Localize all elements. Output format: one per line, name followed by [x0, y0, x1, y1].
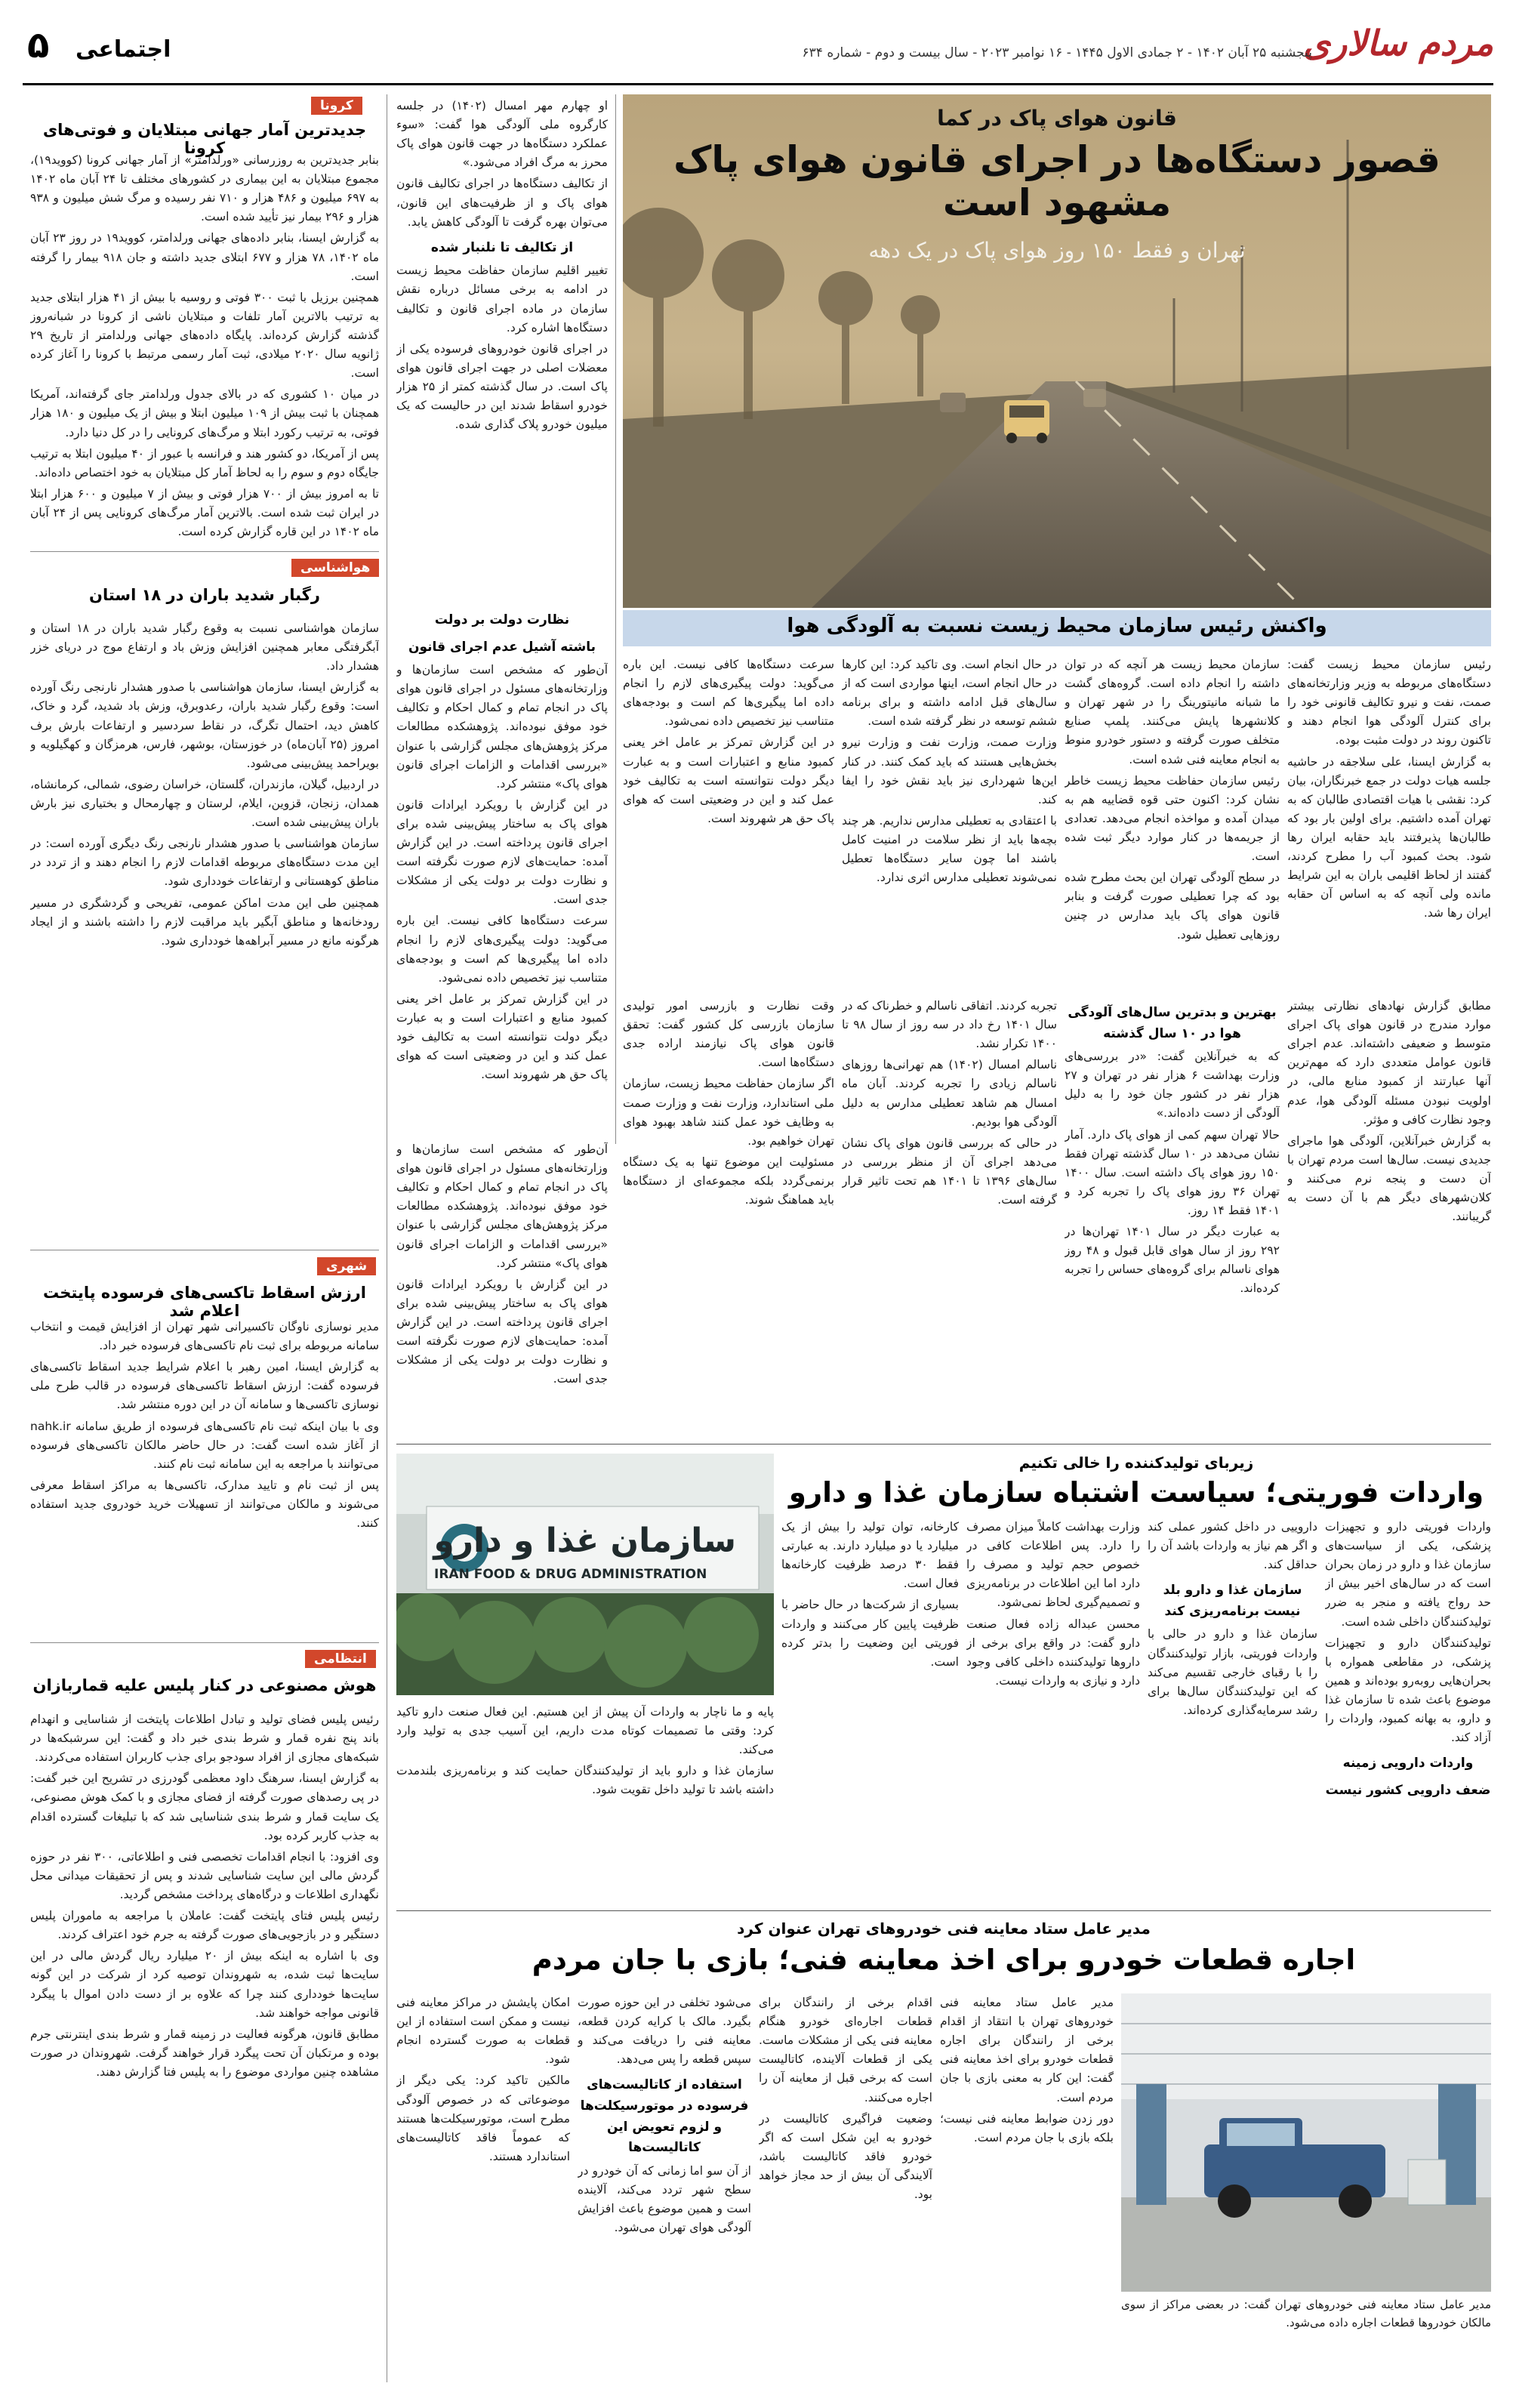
paragraph: سازمان غذا و دارو در حالی با واردات فوریتی، بازار تولیدکنندگان را با رقبای خارجی تقسیم می‌کند که این تولیدکنندگان سال‌ها برای رشد سرمایه‌گذاری کرده‌اند. [1148, 1627, 1317, 1717]
lead2-col2 [1065, 997, 1280, 1435]
taxi-kicker: شهری [317, 1257, 376, 1275]
paragraph: وی با بیان اینکه ثبت نام تاکسی‌های فرسوده از طریق سامانه nahk.ir از آغاز شده است گفت: در حال حاضر مالکان تاکسی‌های فرسوده می‌توانند با مراجعه به این سامانه ثبت نام کنند. [30, 1419, 379, 1471]
lead-subhead: تهران و فقط ۱۵۰ روز هوای پاک در یک دهه [868, 238, 1246, 263]
divider [615, 94, 616, 1144]
paragraph: آن‌طور که مشخص است سازمان‌ها و وزارتخانه‌های مسئول در اجرای قانون هوای پاک در انجام تمام و کمال احکام و تکالیف خود موفق نبوده‌اند. پژوهشکده مطالعات مرکز پژوهش‌های مجلس گزارشی با عنوان «بررسی اقدامات و الزامات اجرای قانون هوای پاک» منتشر کرد. [396, 663, 608, 791]
paragraph: بنابر جدیدترین به روزرسانی «ورلدامتر» از آمار جهانی کرونا (کووید۱۹)، مجموع مبتلایان به این بیماری در کشورهای مختلف تا ۲۴ آبان ماه ۱۴۰۲ به ۶۹۷ میلیون و ۴۸۶ هزار و ۷۱۰ نفر رسیده و مرگ شش میلیون و ۹۳۸ هزار و ۲۹۶ بیمار نیز تأیید شده است. [30, 153, 379, 224]
paragraph: محسن عبداله زاده فعال صنعت دارو گفت: در واقع برای برخی از داروها تولیدکننده داخلی کافی وجود دارد و نیازی به واردات نیست. [966, 1617, 1140, 1688]
subheading: نظارت دولت بر دولت [434, 612, 570, 627]
lead-col3b [623, 655, 834, 988]
paragraph: که به خبرآنلاین گفت: «در بررسی‌های وزارت بهداشت ۶ هزار نفر در تهران و ۲۷ هزار نفر در کشور جان خود را به دلیل آلودگی از دست داده‌اند.» [1065, 1050, 1280, 1121]
paragraph: سازمان هواشناسی با صدور هشدار نارنجی رنگ دیگری آورده است: در این مدت دستگاه‌های مربوطه اقدامات لازم را انجام دهند و از تردد در مناطق کوهستانی و ارتفاعات خودداری شود. [30, 837, 379, 889]
lead2-col1 [1287, 997, 1491, 1435]
lead-col3 [842, 655, 1057, 988]
cars-col2 [759, 1993, 932, 2363]
paragraph: به گزارش ایسنا، علی سلاجقه در حاشیه جلسه هیات دولت در جمع خبرنگاران، بیان کرد: نقشی با هیات اقتصادی طالبان که به تهران آمده داشتیم. برای اولین بار بود که طالبان‌ها پذیرفتند باید حقابه ایران رها شود. بحث کمبود آب را مطرح کردند، گفتند از لحاظ اقلیمی باران به این شرایط مانده ولی آنچه که به اساس آن حقابه ایران رها شد. [1287, 754, 1491, 920]
photo-sign-text-en: IRAN FOOD & DRUG ADMINISTRATION [434, 1567, 707, 1582]
paragraph: رئیس پلیس فضای تولید و تبادل اطلاعات پایتخت از شناسایی و انهدام باند پنج نفره قمار و شرط بندی خبر داد و گفت: این سرشبکه‌ها در شبکه‌های مجازی از افراد سودجو برای جذب کاربران استفاده می‌کردند. [30, 1713, 379, 1765]
col5-lower [396, 1140, 608, 1435]
photo-sign-text: سازمان غذا و دارو [433, 1522, 736, 1560]
paragraph: تغییر اقلیم سازمان حفاظت محیط زیست در ادامه به برخی مسائل درباره نقش سازمان در ماده اجرای قانون و تکالیف دستگاه‌ها اشاره کرد. [396, 264, 608, 335]
paragraph: در سطح آلودگی تهران این بحث مطرح شده بود که چرا تعطیلی صورت گرفت و بنابر قانون هوای پاک باید مدارس در چنین روزهایی تعطیل شود. [1065, 871, 1280, 942]
taxi-headline: ارزش اسقاط تاکسی‌های فرسوده پایتخت اعلام شد [43, 1284, 366, 1320]
paragraph: مدیر نوسازی ناوگان تاکسیرانی شهر تهران از افزایش قیمت و انتخاب سامانه مربوطه برای ثبت نام تاکسی‌های فرسوده خبر داد. [30, 1320, 379, 1353]
paragraph: اگر سازمان حفاظت محیط زیست، سازمان ملی استاندارد، وزارت نفت و وزارت صمت به وظایف خود عمل کنند شاهد بهبود هوای تهران خواهیم بود. [623, 1077, 834, 1148]
paragraph: از تکالیف دستگاه‌ها در اجرای تکالیف قانون هوای پاک و از ظرفیت‌های این قانون، می‌توان بهره گرفت تا آلودگی کاهش یابد. [396, 177, 608, 229]
paragraph: کارخانه، توان تولید را بیش از یک میلیارد یا دو میلیارد دارند. به عبارتی فقط ۳۰ درصد ظرفیت کارخانه‌ها فعال است. [781, 1520, 959, 1591]
paragraph: سرعت دستگاه‌ها کافی نیست. این باره می‌گوید: دولت پیگیری‌های لازم را انجام داده اما پیگیری‌ها کم است و بودجه‌های متناسب نیز تخصیص داده نمی‌شود. [623, 658, 834, 729]
lead-col1 [1287, 655, 1491, 988]
paragraph: تا به امروز بیش از ۷۰۰ هزار فوتی و بیش از ۷ میلیون و ۶۰۰ هزار ابتلا در ایران ثبت شده است. بالاترین آمار مرگ‌های کرونایی پس از ۲۴ آبان ماه ۱۴۰۲ در این قاره گزارش کرده است. [30, 486, 379, 539]
paragraph: پس از آمریکا، دو کشور هند و فرانسه با عبور از ۴۰ میلیون ابتلا به ترتیب جایگاه دوم و سوم را به لحاظ آمار کل مبتلایان به خود اختصاص داده‌اند. [30, 446, 379, 479]
police-headline: هوش مصنوعی در کنار پلیس علیه قماربازان [32, 1676, 377, 1694]
cars-headline: اجاره قطعات خودرو برای اخذ معاینه فنی؛ بازی با جان مردم [532, 1944, 1356, 1976]
paragraph: واردات فوریتی دارو و تجهیزات پزشکی، یکی از سیاست‌های سازمان غذا و دارو در زمان بحران است که در سال‌های اخیر بیش از حد رواج یافته و منجر به ضرر تولیدکنندگان داخلی شده است. [1325, 1520, 1491, 1629]
masthead-dateline: پنجشنبه ۲۵ آبان ۱۴۰۲ - ۲ جمادی الاول ۱۴۴۵ - ۱۶ نوامبر ۲۰۲۳ - سال بیست و دوم - شماره ۶۳۴ [802, 45, 1312, 60]
police-kicker: انتظامی [305, 1650, 376, 1668]
paragraph: به گزارش ایسنا، سرهنگ داود معظمی گودرزی در تشریح این خبر گفت: در پی رصدهای صورت گرفته از فضای مجازی و با کمک هوش مصنوعی، یک سایت قمار و شرط بندی شناسایی شد که با تبلیغات گسترده اقدام به جذب کاربر کرده بود. [30, 1771, 379, 1842]
food-col4 [781, 1518, 959, 1903]
cars-caption: مدیر عامل ستاد معاینه فنی خودروهای تهران گفت: در بعضی مراکز از سوی مالکان خودروها قطعات اجاره داده می‌شود. [1121, 2298, 1491, 2330]
corona-kicker: کرونا [311, 97, 362, 115]
paragraph: از آن سو اما زمانی که آن خودرو در سطح شهر تردد می‌کند، آلاینده است و همین موضوع باعث افزایش آلودگی هوای تهران می‌شود. [578, 2163, 751, 2234]
paragraph: به گزارش ایسنا، امین رهبر با اعلام شرایط جدید اسقاط تاکسی‌های فرسوده گفت: ارزش اسقاط تاکسی‌های فرسوده در قالب طرح ملی نوسازی تاکسی‌ها و سامانه آن در این دوره منتشر شد. [30, 1360, 379, 1412]
box-title: بهترین و بدترین سال‌های آلودگی هوا در ۱۰ سال گذشته [1068, 1005, 1277, 1041]
food-drug-headline: واردات فوریتی؛ سیاست اشتباه سازمان غذا و دارو [788, 1476, 1484, 1509]
paragraph: در این گزارش با رویکرد ایرادات قانون هوای پاک به ساختار پیش‌بینی شده برای اجرای قانون پرداخته است. در این گزارش آمده: حمایت‌های لازم صورت نگرفته است و نظارت دولت بر دولت یکی از مشکلات جدی است. [396, 1277, 608, 1386]
food-drug-kicker: زیربای تولیدکننده را خالی تکنیم [1018, 1454, 1254, 1472]
lead-col4 [396, 97, 608, 595]
paragraph: اقدام برخی از رانندگان برای قطعات اجاره‌ای خودرو هنگام معاینه فنی یکی از مشکلات ماست. یکی از قطعات آلاینده، کاتالیست است که برخی قبل از معاینه آن را اجاره می‌کنند. [759, 1996, 932, 2104]
masthead [23, 23, 1493, 91]
reaction-title: واکنش رئیس سازمان محیط زیست نسبت به آلودگی هوا [787, 615, 1327, 637]
weather-body [30, 619, 379, 1246]
inspection-center-image [1121, 1993, 1491, 2292]
subheading: واردات دارویی زمینه [1342, 1756, 1474, 1771]
food-col3 [966, 1518, 1140, 1903]
paragraph: به عبارت دیگر در سال ۱۴۰۱ تهران‌ها در ۲۹۲ روز از سال هوای قابل قبول و ۴۸ روز هوای ناسالم برای گروه‌های حساس را تجربه کرده‌اند. [1065, 1225, 1280, 1296]
paragraph: دور زدن ضوابط معاینه فنی نیست؛ بلکه بازی با جان مردم است. [940, 2111, 1114, 2144]
paragraph: سازمان محیط زیست هر آنچه که در توان داشته را انجام داده است. گروه‌های گشت ما شبانه مانیتورینگ را در شهر تهران و کلانشهرها پایش می‌کنند. پلمپ صنایع متخلف صورت گرفته و دستور خودرو منوط به انجام معاینه فنی شده است. [1065, 658, 1280, 766]
paragraph: آن‌طور که مشخص است سازمان‌ها و وزارتخانه‌های مسئول در اجرای قانون هوای پاک در انجام تمام و کمال احکام و تکالیف خود موفق نبوده‌اند. پژوهشکده مطالعات مرکز پژوهش‌های مجلس گزارشی با عنوان «بررسی اقدامات و الزامات اجرای قانون هوای پاک» منتشر کرد. [396, 1142, 608, 1270]
col5-body [396, 604, 608, 1133]
paragraph: به گزارش خبرآنلاین، آلودگی هوا ماجرای جدیدی نیست. سال‌ها است مردم تهران با آن دست و پنجه نرم می‌کنند و کلان‌شهرهای دیگر هم با آن دست به گریبانند. [1287, 1133, 1491, 1224]
food-col2 [1148, 1518, 1317, 1903]
paragraph: سازمان غذا و دارو باید از تولیدکنندگان حمایت کند و برنامه‌ریزی بلندمدت داشته باشد تا تولید داخل تقویت شود. [396, 1764, 774, 1797]
food-col1 [1325, 1518, 1491, 1903]
paragraph: وقت نظارت و بازرسی امور توليدی سازمان بازرسی کل کشور گفت: تحقق قانون هوای پاک نیازمند اراده جدی دستگاه‌ها است. [623, 999, 834, 1070]
paragraph: پایه و ما ناچار به واردات آن پیش از این هستیم. این فعال صنعت دارو تاکید کرد: وقتی ما تصمیمات کوتاه مدت داریم، این آسیب جدی به تولید وارد می‌کند. [396, 1705, 774, 1757]
paragraph: وی افزود: با انجام اقدامات تخصصی فنی و اطلاعاتی، ۳۰۰ نفر در حوزه گردش مالی این سایت شناسایی شدند و پس از تحقیقات میدانی محل نگهداری اطلاعات و درگاه‌های پرداخت مشخص گردید. [30, 1849, 379, 1901]
paragraph: در میان ۱۰ کشوری که در بالای جدول ورلدامتر جای گرفته‌اند، آمریکا همچنان با ثبت بیش از ۱۰۹ میلیون ابتلا و بیش از یک میلیون و ۱۸۰ هزار فوتی، به ترتیب رکورد ابتلا و مرگ‌های کرونایی را در کل دنیا دارد. [30, 387, 379, 439]
paragraph: مدیر عامل ستاد معاینه فنی خودروهای تهران با انتقاد از اقدام برخی از رانندگان برای اجاره قطعات خودرو برای اخذ معاینه فنی گفت: این کار به معنی بازی با جان مردم است. [940, 1996, 1114, 2104]
paragraph: می‌شود تخلفی در این حوزه صورت بگیرد. مالک با کرایه کردن قطعه، معاینه فنی را دریافت می‌کند و سپس قطعه را پس می‌دهد. [578, 1996, 751, 2067]
cars-col4 [396, 1993, 570, 2363]
paragraph: رئیس سازمان حفاظت محیط زیست خاطر نشان کرد: اکنون حتی قوه قضاییه هم به میدان آمده و مواخذه انجام می‌دهد. تعدادی از جریمه‌ها در کنار موارد دیگر ثبت شده است. [1065, 773, 1280, 864]
paragraph: در این گزارش با رویکرد ایرادات قانون هوای پاک به ساختار پیش‌بینی شده برای اجرای قانون پرداخته است. در این گزارش آمده: حمایت‌های لازم صورت نگرفته است و نظارت دولت بر دولت یکی از مشکلات جدی است. [396, 797, 608, 907]
paragraph: بسیاری از شرکت‌ها در حال حاضر با ظرفیت پایین کار می‌کنند و واردات فوریتی این وضعیت را بدتر کرده است. [781, 1598, 959, 1669]
paragraph: وی با اشاره به اینکه بیش از ۲۰ میلیارد ریال گردش مالی در این سایت‌ها ثبت شده، به شهروندان توصیه کرد از شرکت در این گونه سایت‌ها خودداری کنند چرا که علاوه بر از دست دادن اموال با پیگرد قانونی مواجه خواهند شد. [30, 1949, 379, 2020]
weather-kicker: هواشناسی [291, 559, 379, 577]
paragraph: مطابق قانون، هرگونه فعالیت در زمینه قمار و شرط بندی اینترنتی جرم بوده و مرتکبان آن تحت پیگرد قرار خواهند گرفت. شهروندان در صورت مشاهده چنین مواردی موضوع را به پلیس فتا گزارش دهند. [30, 2027, 379, 2079]
lead-title-block [623, 106, 1491, 263]
paragraph: در حال انجام است. وی تاکید کرد: این کارها در حال انجام است، اینها مواردی است که از سال‌های قبل ادامه داشته و برای برنامه ششم توسعه در نظر گرفته شده است. [842, 658, 1057, 729]
subheading: ضعف دارویی کشور نیست [1325, 1782, 1491, 1798]
subheading: از تکالیف تا نلنبار شده [430, 239, 574, 255]
paragraph: مالکین تاکید کرد: یکی دیگر از موضوعاتی که در خصوص آلودگی مطرح است، موتورسیکلت‌ها هستند که عموماً فاقد کاتالیست‌های استاندارد هستند. [396, 2073, 570, 2163]
taxi-body [30, 1318, 379, 1635]
cars-photo [1121, 1993, 1491, 2292]
corona-headline: جدیدترین آمار جهانی مبتلایان و فوتی‌های کرونا [42, 121, 367, 157]
paragraph: داروییی در داخل کشور عملی کند و اگر هم نیاز به واردات باشد آن را حداقل کند. [1148, 1520, 1317, 1572]
divider [30, 1642, 379, 1643]
corona-body [30, 151, 379, 544]
subheading: باشته آشیل عدم اجرای قانون [408, 639, 596, 655]
paragraph: به گزارش ایسنا، بنابر داده‌های جهانی ورلدامتر، کووید۱۹ در روز ۲۳ آبان ماه ۱۴۰۲، ۷۸ هزار و ۶۷۷ ابتلای جدید داشته و جان ۹۱۸ بیمار را گرفته است. [30, 231, 379, 283]
subheading: سازمان غذا و دارو بلد نیست برنامه‌ریزی کند [1163, 1583, 1302, 1619]
subheading: استفاده از کاتالیست‌های فرسوده در موتورسیکلت‌ها و لزوم تعویض این کاتالیست‌ها [580, 2077, 749, 2156]
cars-col1 [940, 1993, 1114, 2363]
paragraph: حالا تهران سهم کمی از هوای پاک دارد. آمار نشان می‌دهد در ۱۰ سال گذشته تهران فقط ۱۵۰ روز هوای پاک داشته است. سال ۱۴۰۰ تهران ۳۶ روز هوای پاک را تجربه کرد و ۱۴۰۱ فقط ۱۴ روز. [1065, 1127, 1280, 1217]
lead2-col4 [623, 997, 834, 1435]
paragraph: در این گزارش تمرکز بر عامل اخر یعنی کمبود منابع و اعتبارات است و به عبارت دیگر دولت نتوانسته است به تکالیف خود عمل کند و این در وضعیتی است که هوای پاک حق هر شهروند است. [623, 735, 834, 825]
cars-col3 [578, 1993, 751, 2363]
paragraph: به گزارش ایسنا، سازمان هواشناسی با صدور هشدار نارنجی رنگ آورده است: وقوع رگبار شدید باران، رعدوبرق، وزش باد شدید، گرد و خاک، کاهش دید، احتمال تگرگ، در نقاط سردسیر و ارتفاعات بارش برف امروز (۲۵ آبان‌ماه) در خوزستان، بوشهر، فارس، هرمزگان و کهگیلویه و بویراحمد پیش‌بینی می‌شود. [30, 680, 379, 770]
divider [396, 1910, 1491, 1911]
paragraph: وضعیت فراگیری کاتالیست در خودرو به این شکل است که اگر خودرو فاقد کاتالیست باشد، آلایندگی آن بیش از حد مجاز خواهد بود. [759, 2111, 932, 2202]
food-drug-photo [396, 1454, 774, 1695]
paragraph: مسئولیت این موضوع تنها به یک دستگاه برنمی‌گردد بلکه مجموعه‌ای از دستگاه‌ها باید هماهنگ شوند. [623, 1155, 834, 1207]
cars-kicker: مدیر عامل ستاد معاینه فنی خودروهای تهران عنوان کرد [737, 1919, 1151, 1938]
lead-headline: قصور دستگاه‌ها در اجرای قانون هوای پاک مشهود است [673, 138, 1441, 224]
masthead-rule [23, 83, 1493, 85]
paragraph: او چهارم مهر امسال (۱۴۰۲) در جلسه کارگروه ملی آلودگی هوا گفت: «سوء عملکرد دستگاه‌ها در جهت قانون هوای پاک محرز به مرگ افراد می‌شود.» [396, 99, 608, 170]
paragraph: ناسالم امسال (۱۴۰۲) هم تهرانی‌ها روزهای ناسالم زیادی را تجربه کردند. آبان ماه امسال هم شاهد تعطیلی مدارس به دلیل آلودگی هوا بودیم. [842, 1058, 1057, 1129]
paragraph: تولیدکنندگان دارو و تجهیزات پزشکی، در مقاطعی همواره با بحران‌هایی روبه‌رو بوده‌اند و همین موضوع باعث شده تا سازمان غذا و دارو، به بهانه کمبود، واردات را آزاد کند. [1325, 1636, 1491, 1745]
police-body [30, 1710, 379, 2375]
paragraph: وزارت بهداشت کاملاً میزان مصرف را دارد. پس اطلاعات کافی در خصوص حجم تولید و مصرف را دارد اما این اطلاعات در برنامه‌ریزی و تصمیم‌گیری لحاظ نمی‌شود. [966, 1520, 1140, 1610]
lead2-col3 [842, 997, 1057, 1435]
paragraph: سازمان هواشناسی نسبت به وقوع رگبار شدید باران در ۱۸ استان و آبگرفتگی معابر همچنین افزایش وزش باد و ارتفاع موج در دریای خزر هشدار داد. [30, 621, 379, 674]
food-col5 [396, 1703, 774, 1903]
paragraph: در این گزارش تمرکز بر عامل اخر یعنی کمبود منابع و اعتبارات است و به عبارت دیگر دولت نتوانسته است به تکالیف خود عمل کند و این در وضعیتی است که هوای پاک حق هر شهروند است. [396, 991, 608, 1082]
weather-headline: رگبار شدید باران در ۱۸ استان [89, 586, 320, 604]
paragraph: پس از ثبت نام و تایید مدارک، تاکسی‌ها به مراکز اسقاط معرفی می‌شوند و مالکان می‌توانند از تسهیلات خرید خودروی جدید استفاده کنند. [30, 1478, 379, 1531]
paragraph: سرعت دستگاه‌ها کافی نیست. این باره می‌گوید: دولت پیگیری‌های لازم را انجام داده اما پیگیری‌ها کم است و بودجه‌های متناسب نیز تخصیص داده نمی‌شود. [396, 914, 608, 985]
masthead-logo: مردم سالاری [1302, 23, 1493, 63]
paragraph: امکان پایشش در مراکز معاینه فنی نیست و ممکن است استفاده از این قطعات به صورت گسترده انجام شود. [396, 1996, 570, 2067]
paragraph: همچنین طی این مدت اماکن عمومی، تفریحی و گردشگری در مسیر رودخانه‌ها و مناطق آبگیر باید مراقبت لازم را داشته باشند و از ایجاد هرگونه مانع در مسیر آبراهه‌ها خودداری شود. [30, 896, 379, 948]
paragraph: رئیس پلیس فتای پایتخت گفت: عاملان با مراجعه به ماموران پلیس دستگیر و در بازجویی‌های صورت گرفته به جرم خود اعتراف کردند. [30, 1909, 379, 1942]
paragraph: وزارت صمت، وزارت نفت و وزارت نیرو بخش‌هایی هستند که باید کمک کنند. در کنار این‌ها شهرداری نیز باید نقش خود را ایفا کند. [842, 735, 1057, 806]
lead-kicker: قانون هوای پاک در کما [937, 106, 1177, 131]
paragraph: تجربه کردند. اتفاقی ناسالم و خطرناک که در سال ۱۴۰۱ رخ داد در سه روز از سال ۹۸ تا ۱۴۰۰ تکرار نشد. [842, 999, 1057, 1051]
paragraph: با اعتقادی به تعطیلی مدارس نداریم. هر چند بچه‌ها باید از نظر سلامت در امنیت کامل باشند اما چون سایر دستگاه‌ها تعطیل نمی‌شوند تعطیلی مدارس اثری ندارد. [842, 813, 1057, 885]
divider [30, 551, 379, 552]
paragraph: در حالی که بررسی قانون هوای پاک نشان می‌دهد اجرای آن از منظر بررسی در سال‌های ۱۳۹۶ تا ۱۴۰۱ هم تحت تاثیر قرار گرفته است. [842, 1136, 1057, 1207]
paragraph: در اجرای قانون خودروهای فرسوده یکی از معضلات اصلی در جهت اجرای قانون هوای پاک است. در سال گذشته کمتر از ۲۵ هزار خودرو اسقاط شدند این در حالیست که یک میلیون خودرو پلاک گذاری شده. [396, 341, 608, 432]
paragraph: رئیس سازمان محیط زیست گفت: دستگاه‌های مربوطه به وزیر وزارتخانه‌های صمت، نفت و نیرو تکالیف قانونی خود را برای کنترل آلودگی هوا انجام دهند و تاکنون روند در دولت مثبت بوده. [1287, 658, 1491, 748]
paragraph: مطابق گزارش نهادهای نظارتی بیشتر موارد مندرج در قانون هوای پاک اجرای متوسط و ضعیفی داشته‌اند. عدم اجرای قانون عوامل متعددی دارد که مهم‌ترین آنها عبارتند از کمبود منابع مالی، در اولویت نبودن مسئله آلودگی هوا، عدم وجود نظارت کافی و مؤثر. [1287, 999, 1491, 1127]
masthead-section: اجتماعی [75, 36, 171, 63]
paragraph: در اردبیل، گیلان، مازندران، گلستان، خراسان رضوی، شمالی، کرمانشاه، همدان، زنجان، قزوین، ایلام، لرستان و چهارمحال و بختیاری نیز بارش باران پیش‌بینی شده است. [30, 777, 379, 830]
page-number: ۵ [27, 24, 50, 66]
paragraph: همچنین برزیل با ثبت ۳۰۰ فوتی و روسیه با بیش از ۴۱ هزار ابتلای جدید به ترتیب بالاترین آمار تلفات و مبتلایان ناشی از کرونا در شبانه‌روز گذشته گزارش کرده‌اند. پایگاه داده‌های جهانی ورلدامتر از تاریخ ۲۹ ژانویه سال ۲۰۲۰ میلادی، ثبت آمار رسمی مرتبط با کرونا را آغاز کرده است. [30, 290, 379, 381]
lead-col2 [1065, 655, 1280, 988]
